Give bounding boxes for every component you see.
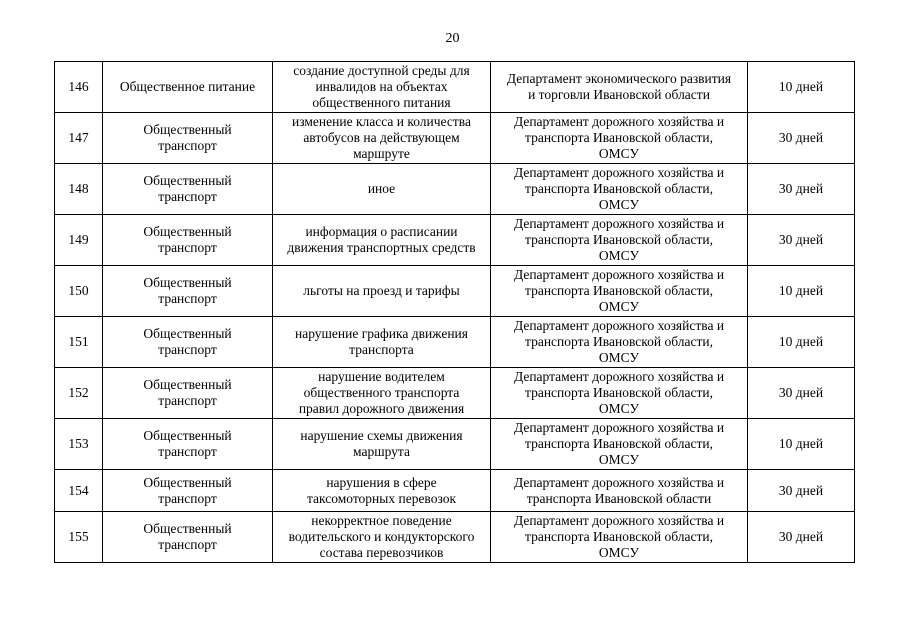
row-number: 146 xyxy=(68,79,89,94)
sphere-cell xyxy=(103,62,273,113)
issue-line: общественного питания xyxy=(312,95,451,110)
sphere-line: Общественный xyxy=(143,173,232,188)
department-line: ОМСУ xyxy=(598,401,640,416)
page-number: 20 xyxy=(445,31,460,46)
sphere-line: транспорт xyxy=(158,291,217,306)
issue-cell xyxy=(273,266,491,317)
term-value: 30 дней xyxy=(778,482,824,498)
issue-cell xyxy=(273,470,491,512)
issue-line: маршруте xyxy=(353,146,410,161)
row-number: 148 xyxy=(68,181,89,196)
department-line: транспорта Ивановской области, xyxy=(525,436,713,451)
department-line: Департамент дорожного хозяйства и xyxy=(513,216,725,231)
sphere-line: транспорт xyxy=(158,444,217,459)
term-cell xyxy=(748,317,855,368)
sphere-line: транспорт xyxy=(158,393,217,408)
row-number: 147 xyxy=(68,130,89,145)
issue-line: таксомоторных перевозок xyxy=(306,490,457,506)
department-line: транспорта Ивановской области xyxy=(526,490,712,506)
term-value: 10 дней xyxy=(778,79,824,94)
issue-line: водительского и кондукторского xyxy=(288,529,475,544)
sphere-cell xyxy=(103,470,273,512)
sphere-line: транспорт xyxy=(158,342,217,357)
issue-line: правил дорожного движения xyxy=(298,401,465,416)
sphere-cell xyxy=(103,368,273,419)
issue-line: нарушение водителем xyxy=(318,369,445,384)
department-line: Департамент экономического развития xyxy=(506,71,732,86)
table-body xyxy=(55,62,855,563)
issue-cell xyxy=(273,62,491,113)
sphere-line: Общественный xyxy=(143,122,232,137)
department-cell xyxy=(491,317,748,368)
table-row xyxy=(55,368,855,419)
row-number-cell xyxy=(55,164,103,215)
department-line: транспорта Ивановской области, xyxy=(525,529,713,544)
sphere-cell xyxy=(103,419,273,470)
sphere-line: Общественное питание xyxy=(119,79,256,94)
row-number: 151 xyxy=(68,334,89,349)
issue-cell xyxy=(273,419,491,470)
department-cell xyxy=(491,419,748,470)
issue-line: иное xyxy=(367,181,396,196)
department-line: транспорта Ивановской области, xyxy=(525,130,713,145)
row-number: 154 xyxy=(68,482,89,498)
term-cell xyxy=(748,113,855,164)
department-cell xyxy=(491,113,748,164)
department-line: транспорта Ивановской области, xyxy=(525,334,713,349)
department-line: транспорта Ивановской области, xyxy=(525,283,713,298)
sphere-cell xyxy=(103,512,273,563)
responsibility-table xyxy=(54,61,855,563)
term-value: 30 дней xyxy=(778,130,824,145)
issue-cell xyxy=(273,164,491,215)
department-line: Департамент дорожного хозяйства и xyxy=(513,267,725,282)
table-row xyxy=(55,419,855,470)
issue-line: инвалидов на объектах xyxy=(315,79,448,94)
department-line: Департамент дорожного хозяйства и xyxy=(513,474,725,490)
table-row xyxy=(55,113,855,164)
department-line: Департамент дорожного хозяйства и xyxy=(513,513,725,528)
department-line: ОМСУ xyxy=(598,452,640,467)
issue-line: создание доступной среды для xyxy=(293,63,470,78)
issue-cell xyxy=(273,368,491,419)
department-line: Департамент дорожного хозяйства и xyxy=(513,369,725,384)
department-cell xyxy=(491,62,748,113)
issue-cell xyxy=(273,317,491,368)
department-cell xyxy=(491,164,748,215)
row-number: 150 xyxy=(68,283,89,298)
sphere-line: Общественный xyxy=(143,428,232,443)
row-number: 153 xyxy=(68,436,89,451)
sphere-cell xyxy=(103,266,273,317)
table-row xyxy=(55,317,855,368)
row-number: 149 xyxy=(68,232,89,247)
row-number-cell xyxy=(55,317,103,368)
department-cell xyxy=(491,470,748,512)
row-number-cell xyxy=(55,215,103,266)
table-row xyxy=(55,62,855,113)
row-number-cell xyxy=(55,419,103,470)
issue-line: автобусов на действующем xyxy=(303,130,460,145)
department-line: ОМСУ xyxy=(598,146,640,161)
term-cell xyxy=(748,164,855,215)
department-line: Департамент дорожного хозяйства и xyxy=(513,165,725,180)
issue-line: нарушение схемы движения xyxy=(300,428,463,443)
sphere-line: транспорт xyxy=(158,189,217,204)
department-line: и торговли Ивановской области xyxy=(528,87,710,102)
row-number: 155 xyxy=(68,529,89,544)
department-line: Департамент дорожного хозяйства и xyxy=(513,318,725,333)
department-cell xyxy=(491,215,748,266)
department-cell xyxy=(491,266,748,317)
sphere-cell xyxy=(103,215,273,266)
issue-line: информация о расписании xyxy=(305,224,458,239)
term-cell xyxy=(748,419,855,470)
table-row xyxy=(55,470,855,512)
term-cell xyxy=(748,266,855,317)
issue-cell xyxy=(273,512,491,563)
sphere-cell xyxy=(103,317,273,368)
department-line: Департамент дорожного хозяйства и xyxy=(513,114,725,129)
department-line: транспорта Ивановской области, xyxy=(525,181,713,196)
row-number-cell xyxy=(55,62,103,113)
sphere-line: транспорт xyxy=(158,138,217,153)
term-value: 30 дней xyxy=(778,529,824,544)
issue-line: нарушение графика движения xyxy=(295,326,468,341)
department-line: Департамент дорожного хозяйства и xyxy=(513,420,725,435)
term-value: 30 дней xyxy=(778,385,824,400)
term-value: 10 дней xyxy=(778,283,824,298)
term-cell xyxy=(748,62,855,113)
sphere-line: Общественный xyxy=(143,326,232,341)
row-number: 152 xyxy=(68,385,89,400)
term-cell xyxy=(748,470,855,512)
issue-line: некорректное поведение xyxy=(311,513,452,528)
term-value: 30 дней xyxy=(778,232,824,247)
department-cell xyxy=(491,512,748,563)
row-number-cell xyxy=(55,512,103,563)
issue-cell xyxy=(273,113,491,164)
sphere-line: транспорт xyxy=(158,240,217,255)
term-cell xyxy=(748,215,855,266)
issue-line: общественного транспорта xyxy=(303,385,460,400)
sphere-line: Общественный xyxy=(143,275,232,290)
term-cell xyxy=(748,512,855,563)
table-row xyxy=(55,266,855,317)
term-value: 10 дней xyxy=(778,436,824,451)
department-line: ОМСУ xyxy=(598,350,640,365)
row-number-cell xyxy=(55,266,103,317)
issue-line: транспорта xyxy=(349,342,414,357)
department-cell xyxy=(491,368,748,419)
term-value: 10 дней xyxy=(778,334,824,349)
issue-line: состава перевозчиков xyxy=(319,545,444,560)
department-line: ОМСУ xyxy=(598,197,640,212)
sphere-cell xyxy=(103,113,273,164)
sphere-line: Общественный xyxy=(143,377,232,392)
sphere-line: Общественный xyxy=(143,521,232,536)
row-number-cell xyxy=(55,113,103,164)
issue-line: льготы на проезд и тарифы xyxy=(303,283,460,298)
issue-cell xyxy=(273,215,491,266)
department-line: ОМСУ xyxy=(598,248,640,263)
department-line: ОМСУ xyxy=(598,299,640,314)
table-row xyxy=(55,215,855,266)
row-number-cell xyxy=(55,470,103,512)
issue-line: нарушения в сфере xyxy=(326,474,437,490)
table-row xyxy=(55,164,855,215)
row-number-cell xyxy=(55,368,103,419)
sphere-line: транспорт xyxy=(158,490,217,506)
sphere-line: транспорт xyxy=(158,537,217,552)
table-row xyxy=(55,512,855,563)
term-value: 30 дней xyxy=(778,181,824,196)
term-cell xyxy=(748,368,855,419)
issue-line: маршрута xyxy=(353,444,410,459)
sphere-cell xyxy=(103,164,273,215)
department-line: ОМСУ xyxy=(598,545,640,560)
issue-line: движения транспортных средств xyxy=(287,240,476,255)
sphere-line: Общественный xyxy=(143,224,232,239)
department-line: транспорта Ивановской области, xyxy=(525,385,713,400)
department-line: транспорта Ивановской области, xyxy=(525,232,713,247)
issue-line: изменение класса и количества xyxy=(292,114,471,129)
sphere-line: Общественный xyxy=(143,474,232,490)
